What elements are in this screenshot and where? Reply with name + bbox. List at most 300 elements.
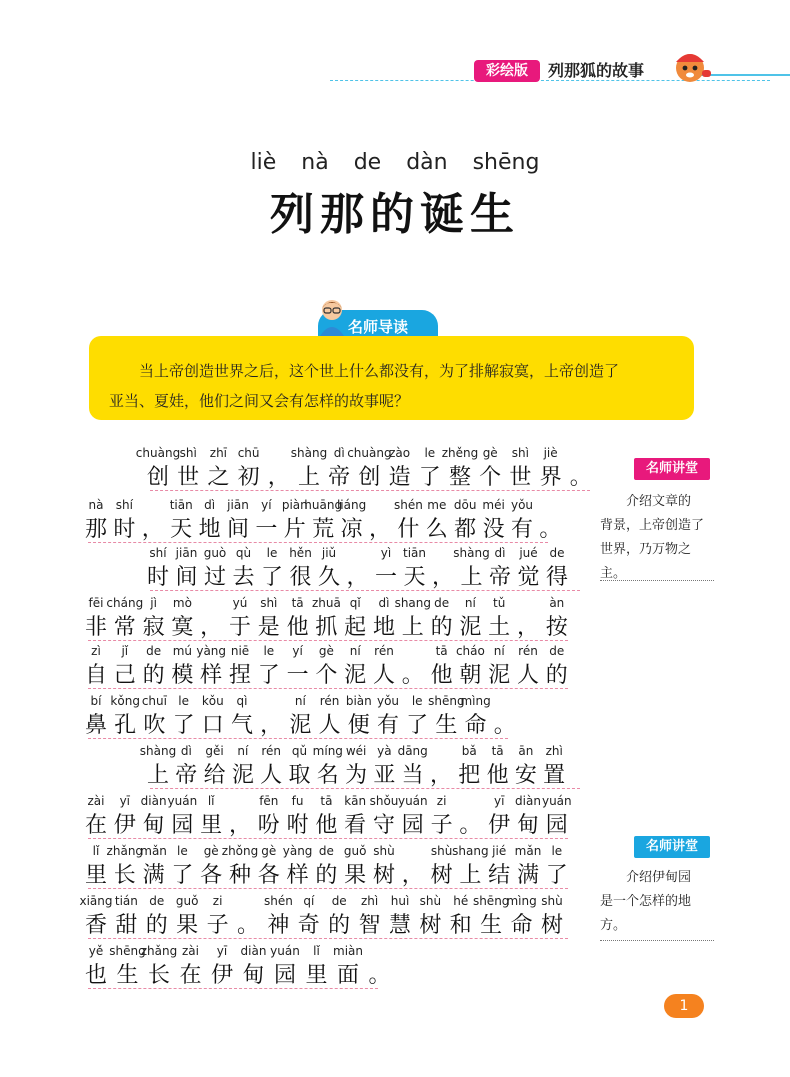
pinyin-syllable: shǒu — [369, 794, 399, 808]
note-text — [600, 490, 714, 586]
pinyin-syllable: bí — [90, 694, 102, 708]
pinyin-syllable: tǔ — [493, 596, 506, 610]
hanzi-char: 子 — [206, 913, 229, 938]
pinyin-syllable: shì — [511, 446, 529, 460]
hanzi-char: 智 — [358, 913, 381, 938]
pinyin-syllable: shàng — [453, 546, 490, 560]
pinyin-syllable: shí — [149, 546, 167, 560]
note-tag: 名师讲堂 — [634, 458, 710, 480]
pinyin-syllable: ní — [464, 596, 476, 610]
hanzi-char: 。 — [569, 465, 592, 490]
hanzi-char: 神 — [267, 913, 290, 938]
teacher-icon — [314, 296, 350, 336]
hanzi-char: 和 — [449, 913, 472, 938]
hanzi-char: ， — [431, 565, 455, 590]
pinyin-syllable: gè — [203, 844, 219, 858]
hanzi-char: ， — [267, 465, 290, 490]
pinyin-syllable: le — [178, 694, 189, 708]
line-underline — [150, 590, 580, 591]
pinyin-syllable: de — [146, 644, 162, 658]
hanzi-char: 。 — [493, 713, 516, 738]
hanzi-char: 常 — [113, 615, 136, 640]
hanzi-char: 鼻 — [84, 713, 108, 738]
pinyin-syllable: zhuā — [311, 596, 341, 610]
pinyin-syllable: shí — [115, 498, 133, 512]
pinyin-syllable: shì — [179, 446, 197, 460]
pinyin-syllable: yī — [216, 944, 228, 958]
hanzi-char: ， — [368, 517, 392, 542]
line-underline — [150, 490, 590, 491]
hanzi-char: 寞 — [171, 615, 194, 640]
hanzi-char: 给 — [203, 763, 226, 788]
pinyin-syllable: le — [551, 844, 563, 858]
hanzi-char: 生 — [480, 913, 503, 938]
pinyin-syllable: jiè — [543, 446, 558, 460]
hanzi-char: 把 — [458, 763, 481, 788]
hanzi-char: 气 — [230, 713, 254, 738]
pinyin-syllable: shén — [263, 894, 293, 908]
hanzi-char: 他 — [486, 763, 509, 788]
pinyin-syllable: de — [549, 644, 565, 658]
pinyin-syllable: de — [318, 844, 334, 858]
hanzi-char: 他 — [286, 615, 309, 640]
pinyin-syllable: shù — [373, 844, 395, 858]
hanzi-char: 创 — [358, 465, 381, 490]
pinyin-syllable: yǒu — [510, 498, 534, 512]
pinyin-syllable: qǔ — [291, 744, 308, 758]
hanzi-char: 那 — [84, 517, 108, 542]
hanzi-char: 吹 — [143, 713, 166, 738]
pinyin-syllable: rén — [261, 744, 282, 758]
hanzi-char: ， — [346, 565, 369, 590]
pinyin-syllable: jiān — [227, 498, 249, 512]
pinyin-syllable: bǎ — [461, 744, 477, 758]
pinyin-syllable: jiān — [175, 546, 198, 560]
pinyin-syllable: shù — [541, 894, 563, 908]
hanzi-char: 界 — [539, 465, 562, 490]
pinyin-syllable: zi — [436, 794, 447, 808]
hanzi-char: 吩 — [257, 813, 280, 838]
pinyin-syllable: biàn — [345, 694, 372, 708]
pinyin-syllable: jué — [519, 546, 538, 560]
pinyin-syllable: cháo — [455, 644, 485, 658]
hanzi-char: 满 — [516, 863, 540, 888]
hanzi-char: 种 — [228, 863, 252, 888]
hanzi-char: 片 — [283, 517, 306, 542]
hanzi-char: 口 — [201, 713, 224, 738]
pinyin-syllable: wéi — [345, 744, 367, 758]
hanzi-char: 树 — [419, 913, 442, 938]
hanzi-char: 凉 — [340, 517, 363, 542]
hanzi-char: 天 — [170, 517, 193, 542]
hanzi-char: 也 — [84, 963, 108, 988]
hanzi-char: 伊 — [488, 813, 511, 838]
hanzi-char: 伊 — [210, 963, 234, 988]
pinyin-syllable: yàng — [282, 844, 313, 858]
hanzi-char: 造 — [388, 465, 411, 490]
hanzi-char: 园 — [545, 813, 568, 838]
hanzi-char: 地 — [372, 615, 396, 640]
pinyin-syllable: mǎn — [140, 844, 167, 858]
pinyin-syllable: yǒu — [376, 694, 400, 708]
hanzi-char: 甜 — [115, 913, 138, 938]
hanzi-char: 了 — [171, 863, 194, 888]
hanzi-char: 园 — [273, 963, 297, 988]
hanzi-char: 各 — [200, 863, 223, 888]
pinyin-syllable: kǒng — [110, 694, 140, 708]
pinyin-syllable: shēng — [472, 894, 510, 908]
pinyin-syllable: shàng — [290, 446, 328, 460]
hanzi-char: 甸 — [142, 813, 165, 838]
pinyin-syllable: yuán — [167, 794, 198, 808]
line-underline — [88, 738, 508, 739]
pinyin-syllable: nà — [88, 498, 104, 512]
hanzi-char: 于 — [228, 615, 252, 640]
pinyin-syllable: rén — [374, 644, 394, 658]
pinyin-syllable: de — [549, 546, 565, 560]
pinyin-syllable: àn — [549, 596, 565, 610]
hanzi-char: 人 — [516, 663, 540, 688]
hanzi-char: 间 — [175, 565, 198, 590]
note-line: 是一个怎样的地 — [600, 894, 692, 909]
hanzi-char: 初 — [237, 465, 260, 490]
page-title: 列那的诞生 — [270, 189, 520, 240]
pinyin-syllable: diàn — [140, 794, 167, 808]
hanzi-char: 自 — [84, 663, 108, 688]
pinyin-syllable: le — [411, 694, 423, 708]
pinyin-syllable: yě — [88, 944, 104, 958]
hanzi-char: 久 — [317, 565, 341, 590]
book-title: 列那狐的故事 — [548, 61, 645, 80]
hanzi-char: 长 — [113, 863, 136, 888]
hanzi-char: 有 — [510, 517, 534, 542]
hanzi-char: 了 — [260, 565, 284, 590]
pinyin-syllable: ní — [349, 644, 361, 658]
pinyin-syllable: ní — [493, 644, 505, 658]
note-line: 方。 — [600, 918, 627, 933]
hanzi-char: ， — [260, 713, 283, 738]
hanzi-char: 树 — [372, 863, 396, 888]
hanzi-char: 个 — [479, 465, 502, 490]
hanzi-char: 世 — [177, 465, 200, 490]
title-pinyin: liè nà de dàn shēng — [250, 150, 540, 175]
pinyin-syllable: fu — [291, 794, 304, 808]
hanzi-char: 个 — [315, 663, 338, 688]
hanzi-char: 人 — [372, 663, 396, 688]
hanzi-char: 命 — [464, 713, 487, 738]
pinyin-syllable: yuán — [397, 794, 428, 808]
pinyin-syllable: zhǎng — [106, 844, 144, 858]
hanzi-char: 的 — [430, 615, 453, 640]
pinyin-syllable: ní — [237, 744, 249, 758]
pinyin-syllable: shén — [393, 498, 423, 512]
hanzi-char: 慧 — [388, 913, 412, 938]
note-line: 背景，上帝创造了 — [600, 518, 705, 533]
pinyin-syllable: yí — [292, 644, 303, 658]
hanzi-char: 他 — [430, 663, 453, 688]
hanzi-char: 世 — [509, 465, 532, 490]
pinyin-syllable: dì — [378, 596, 390, 610]
pinyin-syllable: fēn — [259, 794, 279, 808]
pinyin-syllable: mò — [172, 596, 192, 610]
pinyin-syllable: míng — [312, 744, 343, 758]
hanzi-char: 时 — [146, 565, 170, 590]
hanzi-char: 取 — [288, 763, 311, 788]
hanzi-char: 是 — [257, 615, 280, 640]
hanzi-char: 有 — [376, 713, 400, 738]
hanzi-char: 守 — [372, 813, 396, 838]
line-underline — [88, 688, 568, 689]
pinyin-syllable: yà — [377, 744, 392, 758]
pinyin-syllable: shù — [419, 894, 442, 908]
pinyin-syllable: qí — [303, 894, 315, 908]
pinyin-syllable: guò — [203, 546, 227, 560]
pinyin-syllable: kǒu — [201, 694, 224, 708]
pinyin-syllable: tā — [435, 644, 448, 658]
edition-badge: 彩绘版 — [474, 60, 540, 82]
pinyin-syllable: fēi — [88, 596, 104, 610]
hanzi-char: 子 — [430, 813, 453, 838]
pinyin-syllable: hé — [453, 894, 469, 908]
pinyin-syllable: dōu — [453, 498, 477, 512]
hanzi-char: 果 — [344, 863, 367, 888]
hanzi-char: 生 — [435, 713, 458, 738]
hanzi-char: 生 — [116, 963, 139, 988]
pinyin-syllable: kān — [344, 794, 367, 808]
hanzi-char: 了 — [172, 713, 195, 738]
hanzi-char: 了 — [257, 663, 280, 688]
hanzi-char: 上 — [459, 863, 482, 888]
pinyin-syllable: zhǒng — [221, 844, 259, 858]
pinyin-syllable: rén — [518, 644, 538, 658]
line-underline — [88, 640, 568, 641]
pinyin-syllable: me — [427, 498, 447, 512]
hanzi-char: 捏 — [228, 663, 252, 688]
hanzi-char: 泥 — [231, 763, 254, 788]
note-rule — [600, 580, 714, 581]
pinyin-syllable: niē — [230, 644, 250, 658]
pinyin-syllable: gěi — [205, 744, 224, 758]
pinyin-syllable: chuī — [141, 694, 167, 708]
pinyin-syllable: le — [266, 546, 278, 560]
pinyin-syllable: zhī — [209, 446, 228, 460]
guide-text-line: 亚当、夏娃，他们之间又会有怎样的故事呢？ — [109, 392, 410, 410]
hanzi-char: 咐 — [286, 813, 309, 838]
hanzi-char: ， — [429, 763, 453, 788]
hanzi-char: 间 — [226, 517, 250, 542]
hanzi-char: 树 — [430, 863, 453, 888]
pinyin-syllable: dāng — [397, 744, 428, 758]
pinyin-syllable: qù — [235, 546, 252, 560]
pinyin-syllable: dì — [204, 498, 216, 512]
note-tag: 名师讲堂 — [634, 836, 710, 858]
pinyin-syllable: lǐ — [313, 944, 320, 958]
pinyin-syllable: yí — [261, 498, 272, 512]
hanzi-char: 寂 — [142, 615, 165, 640]
hanzi-char: 香 — [84, 913, 108, 938]
hanzi-char: 为 — [345, 763, 368, 788]
hanzi-char: 样 — [200, 663, 223, 688]
hanzi-char: 置 — [543, 763, 566, 788]
pinyin-syllable: jiǔ — [321, 546, 337, 560]
hanzi-char: 各 — [257, 863, 280, 888]
hanzi-char: 按 — [545, 615, 568, 640]
pinyin-syllable: de — [149, 894, 165, 908]
hanzi-char: 泥 — [459, 615, 482, 640]
hanzi-char: 觉 — [517, 565, 540, 590]
line-underline — [88, 888, 568, 889]
pinyin-syllable: yì — [380, 546, 392, 560]
pinyin-syllable: ān — [518, 744, 534, 758]
pinyin-syllable: dì — [494, 546, 506, 560]
pinyin-syllable: piàn — [281, 498, 308, 512]
hanzi-char: 创 — [146, 465, 170, 490]
hanzi-char: 的 — [328, 913, 351, 938]
hanzi-char: 。 — [539, 517, 562, 542]
hanzi-char: 一 — [286, 663, 309, 688]
hanzi-char: 果 — [176, 913, 199, 938]
guide-text-line: 当上帝创造世界之后，这个世上什么都没有，为了排解寂寞，上帝创造了 — [139, 362, 620, 380]
hanzi-char: 便 — [347, 713, 370, 738]
pinyin-syllable: mǎn — [514, 844, 542, 858]
pinyin-syllable: hěn — [289, 546, 312, 560]
hanzi-char: 园 — [401, 813, 424, 838]
hanzi-char: 的 — [545, 663, 568, 688]
guide-box — [89, 336, 694, 420]
pinyin-syllable: yàng — [196, 644, 227, 658]
note-line: 介绍文章的 — [626, 494, 692, 509]
pinyin-syllable: shēng — [428, 694, 465, 708]
pinyin-syllable: le — [177, 844, 188, 858]
hanzi-char: 奇 — [297, 913, 320, 938]
hanzi-char: 帝 — [175, 763, 198, 788]
hanzi-char: 荒 — [312, 517, 335, 542]
hanzi-char: 地 — [198, 517, 221, 542]
hanzi-char: 的 — [145, 913, 168, 938]
pinyin-syllable: dì — [180, 744, 192, 758]
hanzi-char: 甸 — [516, 813, 540, 838]
hanzi-char: 帝 — [488, 565, 512, 590]
pinyin-syllable: jǐ — [121, 644, 129, 658]
note-line: 介绍伊甸园 — [626, 870, 692, 885]
line-underline — [150, 788, 580, 789]
hanzi-char: 时 — [113, 517, 136, 542]
line-underline — [88, 542, 548, 543]
fox-mascot-icon — [668, 44, 712, 88]
pinyin-syllable: chuàng — [347, 446, 392, 460]
pinyin-syllable: zì — [91, 644, 101, 658]
hanzi-char: 都 — [454, 517, 477, 542]
hanzi-char: 泥 — [289, 713, 312, 738]
hanzi-char: 伊 — [113, 813, 136, 838]
note-rule — [600, 940, 714, 941]
hanzi-char: 甸 — [242, 963, 265, 988]
hanzi-char: 什 — [397, 517, 420, 542]
pinyin-syllable: tián — [114, 894, 138, 908]
hanzi-char: 上 — [460, 565, 483, 590]
hanzi-char: 里 — [84, 863, 108, 888]
hanzi-char: 孔 — [114, 713, 137, 738]
pinyin-syllable: tā — [320, 794, 333, 808]
hanzi-char: 一 — [255, 517, 278, 542]
pinyin-syllable: shang — [452, 844, 489, 858]
hanzi-char: 起 — [344, 615, 367, 640]
hanzi-char: 上 — [401, 615, 424, 640]
hanzi-char: 模 — [171, 663, 194, 688]
pinyin-syllable: tā — [491, 744, 504, 758]
hanzi-char: 的 — [142, 663, 165, 688]
page-number: 1 — [664, 994, 704, 1018]
hanzi-char: 树 — [540, 913, 564, 938]
pinyin-syllable: huì — [390, 894, 410, 908]
pinyin-syllable: mìng — [506, 894, 537, 908]
pinyin-syllable: méi — [482, 498, 505, 512]
hanzi-char: 帝 — [328, 465, 351, 490]
hanzi-char: ， — [228, 813, 252, 838]
pinyin-syllable: chuàng — [135, 446, 181, 460]
hanzi-char: 。 — [401, 663, 424, 688]
hanzi-char: 里 — [200, 813, 223, 838]
pinyin-syllable: chū — [237, 446, 260, 460]
hanzi-char: 命 — [510, 913, 533, 938]
pinyin-syllable: tiān — [169, 498, 193, 512]
hanzi-char: 土 — [488, 615, 511, 640]
pinyin-syllable: lǐ — [92, 844, 100, 858]
pinyin-syllable: guǒ — [343, 844, 367, 858]
pinyin-syllable: yī — [119, 794, 131, 808]
note-line: 世界，乃万物之 — [600, 542, 692, 557]
hanzi-char: 很 — [289, 565, 312, 590]
hanzi-char: 天 — [403, 565, 426, 590]
pinyin-syllable: tā — [291, 596, 304, 610]
hanzi-char: 过 — [203, 565, 227, 590]
pinyin-syllable: miàn — [333, 944, 363, 958]
pinyin-syllable: guǒ — [175, 894, 199, 908]
pinyin-syllable: lǐ — [207, 794, 215, 808]
hanzi-char: 在 — [179, 963, 202, 988]
pinyin-syllable: qǐ — [349, 596, 361, 610]
hanzi-char: 么 — [425, 517, 448, 542]
pinyin-syllable: shù — [430, 844, 453, 858]
hanzi-char: 。 — [236, 913, 260, 938]
hanzi-char: 了 — [406, 713, 429, 738]
pinyin-syllable: de — [434, 596, 450, 610]
hanzi-char: 得 — [545, 565, 569, 590]
hanzi-char: ， — [200, 615, 223, 640]
pinyin-syllable: diàn — [240, 944, 267, 958]
pinyin-syllable: yī — [493, 794, 505, 808]
pinyin-syllable: yuán — [270, 944, 300, 958]
guide-label: 名师导读 — [348, 318, 409, 336]
note-text — [600, 866, 714, 938]
pinyin-syllable: cháng — [106, 596, 144, 610]
hanzi-char: 上 — [146, 763, 170, 788]
pinyin-syllable: zhǎng — [140, 944, 178, 958]
pinyin-syllable: le — [263, 644, 275, 658]
pinyin-syllable: zi — [212, 894, 223, 908]
hanzi-char: 安 — [514, 763, 537, 788]
hanzi-char: 人 — [260, 763, 283, 788]
hanzi-char: 己 — [113, 663, 136, 688]
pinyin-syllable: zài — [182, 944, 199, 958]
hanzi-char: 里 — [305, 963, 328, 988]
pinyin-syllable: jì — [150, 596, 157, 610]
line-underline — [88, 988, 378, 989]
pinyin-syllable: de — [331, 894, 347, 908]
hanzi-char: ， — [516, 615, 540, 640]
line-underline — [88, 938, 568, 939]
hanzi-char: 满 — [142, 863, 165, 888]
